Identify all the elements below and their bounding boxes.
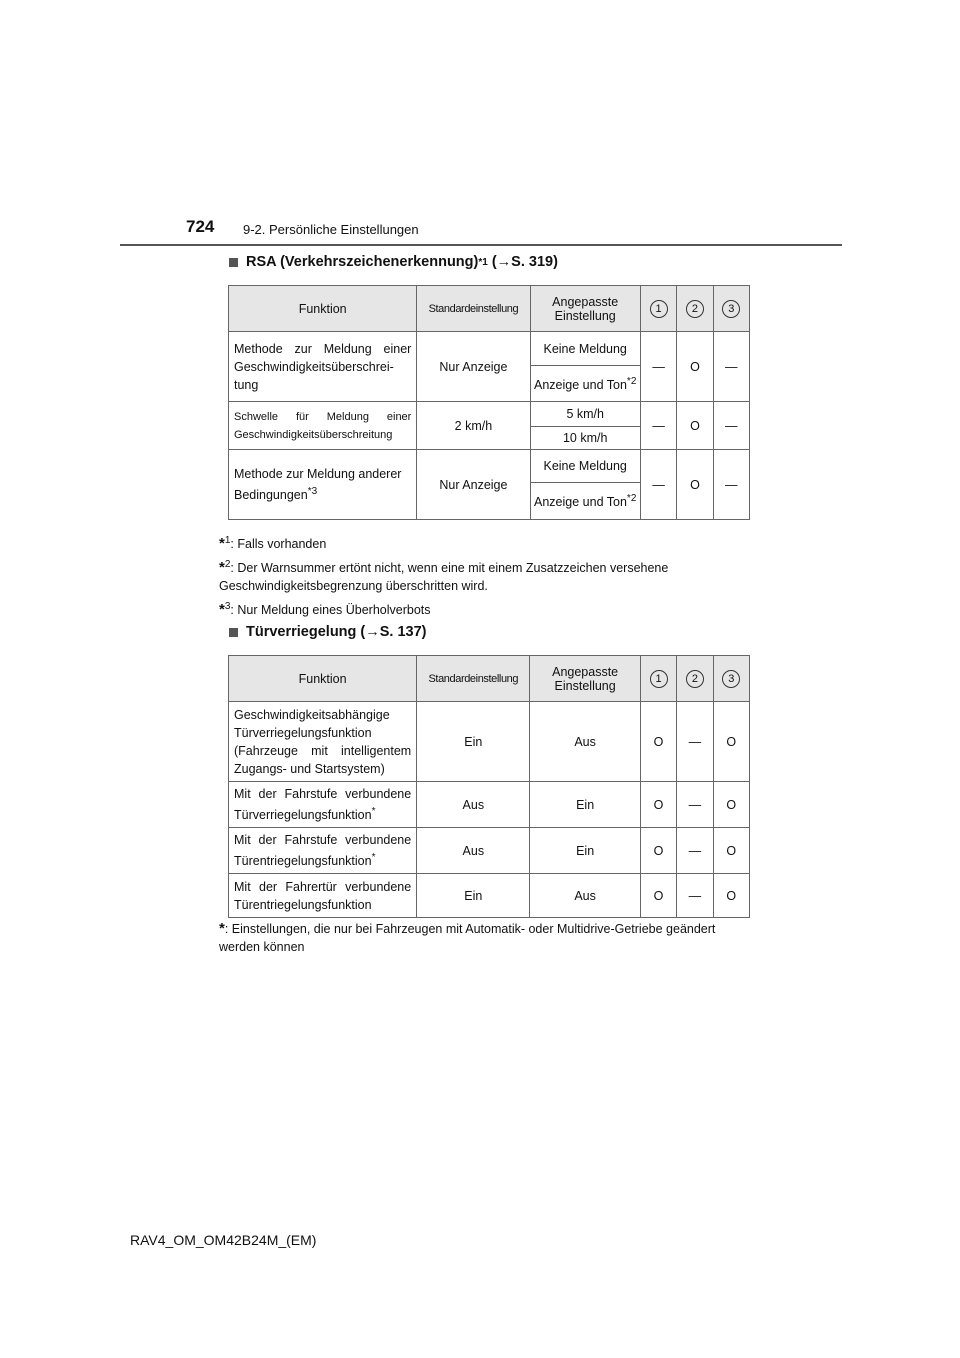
square-bullet-icon: [229, 628, 238, 637]
row-custom: Keine Meldung: [530, 332, 640, 366]
row-custom: Anzeige und Ton$^{*2}$: [530, 366, 640, 402]
row-default: Nur Anzeige: [417, 450, 530, 520]
doc-id: RAV4_OM_OM42B24M_(EM): [130, 1232, 317, 1248]
row-c2: —: [677, 874, 713, 918]
row-custom: Anzeige und Ton$^{*2}$: [530, 483, 640, 520]
col-3: [713, 656, 749, 702]
row-custom: Ein: [530, 828, 640, 874]
table-row: [229, 702, 750, 782]
col-funktion: Funktion: [229, 656, 417, 702]
row-function: Schwelle für Meldung einer Geschwindigkeitsüberschreitung: [229, 402, 417, 450]
rsa-heading: [229, 254, 558, 270]
rsa-heading-sup: *1: [478, 256, 488, 268]
row-function: Geschwindigkeitsabhängige Türverriegelungsfunktion (Fahrzeuge mit intelligentem Zugangs- und Startsystem): [229, 702, 417, 782]
row-custom: 5 km/h: [530, 402, 640, 427]
rsa-heading-ref[interactable]: (→S. 319): [491, 254, 558, 270]
circle-1-icon: 1: [650, 670, 668, 688]
row-c2: O: [677, 332, 713, 402]
footnote-2: *$^2$: Der Warnsummer ertönt nicht, wenn eine mit einem Zusatzzeichen versehene Geschwindigkeitsbegrenzung überschritten wird.: [219, 559, 669, 594]
row-c3: O: [713, 702, 749, 782]
col-1: [640, 656, 676, 702]
table-row: [229, 828, 750, 874]
table-row: [229, 332, 750, 366]
section-title: 9-2. Persönliche Einstellungen: [243, 222, 419, 237]
circle-2-icon: 2: [686, 670, 704, 688]
row-default: 2 km/h: [417, 402, 530, 450]
row-c3: O: [713, 874, 749, 918]
col-angepasst: Angepasste Einstellung: [530, 286, 640, 332]
row-custom: Aus: [530, 874, 640, 918]
header-rule: [120, 244, 842, 246]
col-2: [677, 286, 713, 332]
table-row: [229, 874, 750, 918]
row-c3: O: [713, 828, 749, 874]
circle-3-icon: 3: [722, 670, 740, 688]
table-row: [229, 782, 750, 828]
row-c3: —: [713, 402, 749, 450]
row-default: Aus: [417, 782, 530, 828]
row-custom: Aus: [530, 702, 640, 782]
circle-3-icon: 3: [722, 300, 740, 318]
circle-2-icon: 2: [686, 300, 704, 318]
row-c2: —: [677, 702, 713, 782]
row-default: Nur Anzeige: [417, 332, 530, 402]
row-c2: —: [677, 828, 713, 874]
row-c1: O: [640, 702, 676, 782]
footnote-1: *$^1$: Falls vorhanden: [219, 535, 327, 553]
row-c3: —: [713, 332, 749, 402]
row-c2: O: [677, 402, 713, 450]
row-function: Mit der Fahrstufe verbundene Türentriegelungsfunktion*: [229, 828, 417, 874]
footnote-door: *: Einstellungen, die nur bei Fahrzeugen mit Automatik- oder Multidrive-Getriebe geändert werden können: [219, 920, 716, 954]
table-row: [229, 402, 750, 427]
row-c2: —: [677, 782, 713, 828]
row-function: Methode zur Meldung einer Geschwindigkeitsüberschreitung: [229, 332, 417, 402]
row-custom: Keine Meldung: [530, 450, 640, 483]
row-c2: O: [677, 450, 713, 520]
door-heading-title: Türverriegelung: [246, 624, 357, 640]
square-bullet-icon: [229, 258, 238, 267]
row-c3: O: [713, 782, 749, 828]
row-c1: O: [640, 828, 676, 874]
row-c3: —: [713, 450, 749, 520]
footnote-3: *$^3$: Nur Meldung eines Überholverbots: [219, 601, 431, 619]
col-standard: Standardeinstellung: [417, 656, 530, 702]
table-header-row: [229, 286, 750, 332]
row-function: Mit der Fahrertür verbundene Türentriegelungsfunktion: [229, 874, 417, 918]
col-angepasst: Angepasste Einstellung: [530, 656, 640, 702]
rsa-heading-title: RSA (Verkehrszeichenerkennung): [246, 254, 479, 270]
row-default: Aus: [417, 828, 530, 874]
row-default: Ein: [417, 702, 530, 782]
col-3: [713, 286, 749, 332]
row-c1: —: [640, 450, 676, 520]
row-c1: O: [640, 874, 676, 918]
col-1: [640, 286, 676, 332]
row-c1: —: [640, 402, 676, 450]
door-heading-ref[interactable]: (→S. 137): [360, 624, 427, 640]
row-function: Mit der Fahrstufe verbundene Türverriegelungsfunktion*: [229, 782, 417, 828]
row-c1: —: [640, 332, 676, 402]
col-funktion: Funktion: [229, 286, 417, 332]
table-row: [229, 450, 750, 483]
door-heading: [229, 624, 427, 640]
door-table: [228, 655, 750, 918]
rsa-table: [228, 285, 750, 520]
row-c1: O: [640, 782, 676, 828]
col-standard: Standardeinstellung: [417, 286, 530, 332]
row-custom: Ein: [530, 782, 640, 828]
col-2: [677, 656, 713, 702]
table-header-row: [229, 656, 750, 702]
circle-1-icon: 1: [650, 300, 668, 318]
row-custom: 10 km/h: [530, 427, 640, 450]
row-default: Ein: [417, 874, 530, 918]
row-function: Methode zur Meldung anderer Bedingungen$^{*3}$: [229, 450, 417, 520]
page-number: 724: [186, 217, 215, 236]
